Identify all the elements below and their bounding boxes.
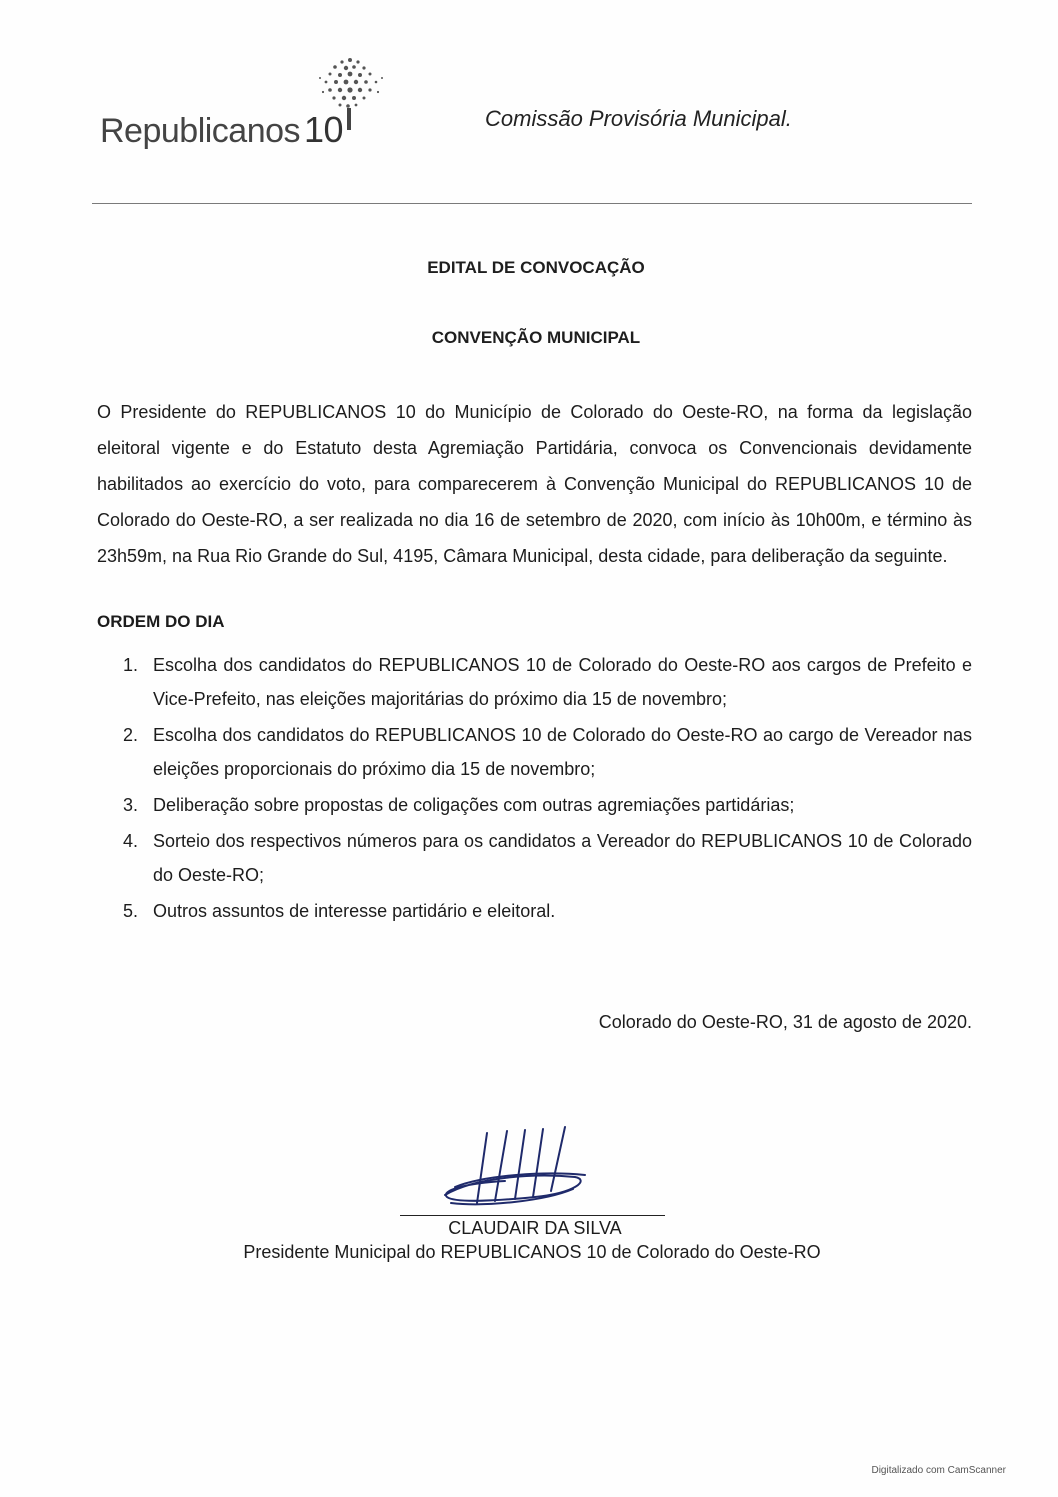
agenda-item-text: Escolha dos candidatos do REPUBLICANOS 10 de Colorado do Oeste-RO aos cargos de Prefeito e Vice-Prefeito, nas eleições majoritárias do próximo dia 15 de novembro; (153, 655, 972, 709)
agenda-item-text: Deliberação sobre propostas de coligações com outras agremiações partidárias; (153, 795, 795, 815)
signer-name-text: CLAUDAIR DA SILVA (448, 1218, 622, 1238)
logo-wordmark (100, 109, 343, 151)
agenda-item-number: 2. (123, 725, 139, 745)
agenda-item-number: 5. (123, 901, 139, 921)
agenda-item-text: Escolha dos candidatos do REPUBLICANOS 10 de Colorado do Oeste-RO ao cargo de Vereador nas eleições proporcionais do próximo dia 15 de novembro; (153, 725, 972, 779)
signer-role (0, 1242, 1058, 1263)
commission-title: Comissão Provisória Municipal. (485, 106, 792, 131)
signature-line (400, 1215, 665, 1216)
scanner-watermark: Digitalizado com CamScanner (871, 1465, 1006, 1476)
agenda-item-number: 1. (123, 655, 139, 675)
date-place: Colorado do Oeste-RO, 31 de agosto de 2020. (598, 1012, 972, 1032)
convocation-paragraph: O Presidente do REPUBLICANOS 10 do Município de Colorado do Oeste-RO, na forma da legislação eleitoral vigente e do Estatuto desta Agremiação Partidária, convoca os Convencionais devidamente habilitados ao exercício do voto, para comparecerem à Convenção Municipal do REPUBLICANOS 10 de Colorado do Oeste-RO, a ser realizada no dia 16 de setembro de 2020, com início às 10h00m, e término às 23h59m, na Rua Rio Grande do Sul, 4195, Câmara Municipal, desta cidade, para deliberação da seguinte. (97, 402, 972, 566)
logo-name: Republicanos (100, 112, 301, 150)
agenda-item (97, 894, 972, 928)
document-subtitle: CONVENÇÃO MUNICIPAL (431, 328, 641, 347)
handwritten-signature (425, 1125, 595, 1220)
signer-role-text: Presidente Municipal do REPUBLICANOS 10 de Colorado do Oeste-RO (243, 1242, 821, 1262)
document-title: EDITAL DE CONVOCAÇÃO (427, 258, 645, 277)
order-heading: ORDEM DO DIA (97, 612, 225, 631)
agenda-item (97, 788, 972, 822)
agenda-item-text: Outros assuntos de interesse partidário e eleitoral. (153, 901, 556, 921)
agenda-item-number: 4. (123, 831, 139, 851)
logo-number: 10 (304, 109, 344, 150)
header-divider (92, 203, 972, 204)
agenda-item-text: Sorteio dos respectivos números para os candidatos a Vereador do REPUBLICANOS 10 de Colorado do Oeste-RO; (153, 831, 972, 885)
agenda-item (97, 718, 972, 786)
signer-name (0, 1218, 1058, 1239)
party-logo (100, 52, 400, 152)
agenda-item (97, 648, 972, 716)
agenda-item-number: 3. (123, 795, 139, 815)
agenda-list (97, 648, 972, 930)
agenda-item (97, 824, 972, 892)
